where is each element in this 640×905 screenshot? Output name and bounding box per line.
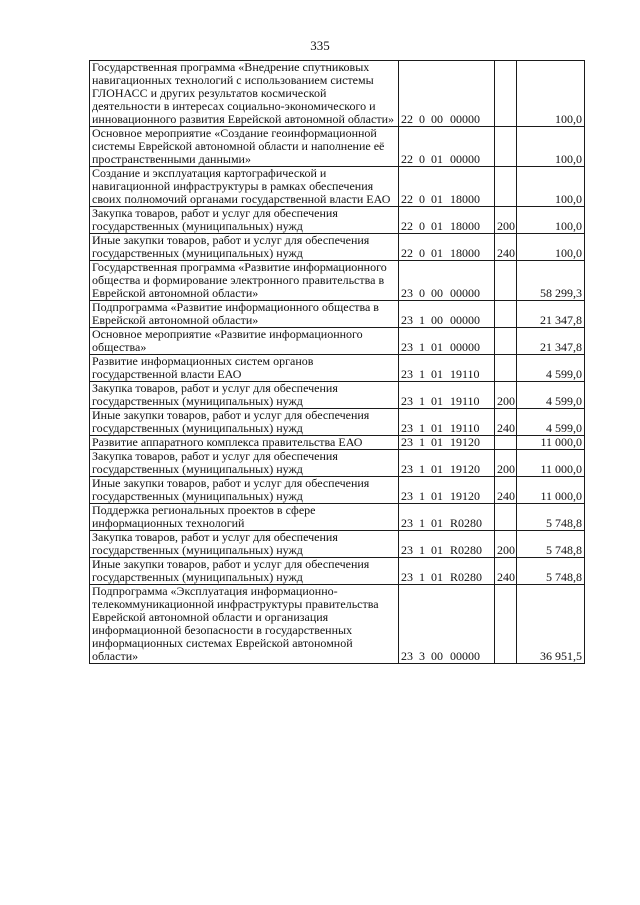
code-part: 01	[431, 152, 443, 166]
code-part: 00000	[450, 112, 480, 126]
code-part: 00	[431, 286, 443, 300]
row-name: Иные закупки товаров, работ и услуг для обеспечения государственных (муниципальных) нужд	[90, 477, 399, 504]
row-expense-type: 200	[495, 382, 517, 409]
row-name: Иные закупки товаров, работ и услуг для обеспечения государственных (муниципальных) нужд	[90, 558, 399, 585]
code-part: 23	[401, 367, 413, 381]
code-part: 00	[431, 313, 443, 327]
code-part: 0	[419, 152, 425, 166]
code-part: 00000	[450, 152, 480, 166]
code-part: 01	[431, 367, 443, 381]
row-amount: 5 748,8	[517, 558, 585, 585]
row-classification-code	[399, 355, 495, 382]
code-part: 19120	[450, 489, 480, 503]
code-part: 01	[431, 543, 443, 557]
code-part: 0	[419, 192, 425, 206]
row-amount: 11 000,0	[517, 477, 585, 504]
table-row	[90, 436, 585, 450]
row-amount: 11 000,0	[517, 450, 585, 477]
code-part: 22	[401, 219, 413, 233]
code-part: 22	[401, 112, 413, 126]
row-classification-code	[399, 127, 495, 167]
code-part: 18000	[450, 192, 480, 206]
table-row	[90, 261, 585, 301]
table-row	[90, 409, 585, 436]
table-row	[90, 355, 585, 382]
code-part: 00000	[450, 313, 480, 327]
table-row	[90, 328, 585, 355]
table-row	[90, 558, 585, 585]
row-classification-code	[399, 301, 495, 328]
code-part: 01	[431, 570, 443, 584]
code-part: 00	[431, 112, 443, 126]
code-part: 01	[431, 421, 443, 435]
code-part: 23	[401, 435, 413, 449]
code-part: 0	[419, 219, 425, 233]
row-name: Закупка товаров, работ и услуг для обеспечения государственных (муниципальных) нужд	[90, 382, 399, 409]
row-expense-type: 240	[495, 234, 517, 261]
row-name: Подпрограмма «Развитие информационного общества в Еврейской автономной области»	[90, 301, 399, 328]
code-part: 1	[419, 340, 425, 354]
code-part: 01	[431, 489, 443, 503]
code-part: 23	[401, 340, 413, 354]
code-part: 1	[419, 313, 425, 327]
row-name: Основное мероприятие «Развитие информационного общества»	[90, 328, 399, 355]
code-part: 23	[401, 313, 413, 327]
code-part: 1	[419, 421, 425, 435]
code-part: 1	[419, 394, 425, 408]
table-row	[90, 382, 585, 409]
row-classification-code	[399, 436, 495, 450]
code-part: 00	[431, 649, 443, 663]
code-part: 1	[419, 543, 425, 557]
code-part: 01	[431, 462, 443, 476]
code-part: 01	[431, 246, 443, 260]
table-row	[90, 167, 585, 207]
code-part: 00000	[450, 286, 480, 300]
row-expense-type: 240	[495, 558, 517, 585]
table-row	[90, 127, 585, 167]
code-part: 19110	[450, 367, 480, 381]
row-name: Создание и эксплуатация картографической и навигационной инфраструктуры в рамках обеспечения своих полномочий органами государственной власти ЕАО	[90, 167, 399, 207]
table-row	[90, 504, 585, 531]
row-name: Развитие аппаратного комплекса правительства ЕАО	[90, 436, 399, 450]
row-expense-type	[495, 61, 517, 127]
code-part: 01	[431, 219, 443, 233]
row-expense-type: 200	[495, 531, 517, 558]
row-name: Иные закупки товаров, работ и услуг для обеспечения государственных (муниципальных) нужд	[90, 234, 399, 261]
budget-table-body	[90, 61, 585, 664]
row-amount: 100,0	[517, 167, 585, 207]
code-part: 23	[401, 543, 413, 557]
code-part: 1	[419, 435, 425, 449]
code-part: R0280	[450, 516, 483, 530]
row-classification-code	[399, 207, 495, 234]
code-part: 23	[401, 570, 413, 584]
code-part: 0	[419, 112, 425, 126]
code-part: R0280	[450, 570, 483, 584]
table-row	[90, 207, 585, 234]
row-amount: 58 299,3	[517, 261, 585, 301]
row-amount: 100,0	[517, 207, 585, 234]
table-row	[90, 301, 585, 328]
code-part: 22	[401, 192, 413, 206]
code-part: 01	[431, 340, 443, 354]
code-part: 1	[419, 489, 425, 503]
code-part: 23	[401, 489, 413, 503]
row-classification-code	[399, 409, 495, 436]
row-amount: 4 599,0	[517, 409, 585, 436]
row-expense-type	[495, 328, 517, 355]
budget-table	[89, 60, 585, 664]
code-part: 19110	[450, 394, 480, 408]
code-part: 23	[401, 286, 413, 300]
table-row	[90, 477, 585, 504]
table-row	[90, 450, 585, 477]
code-part: 01	[431, 192, 443, 206]
row-expense-type	[495, 127, 517, 167]
row-classification-code	[399, 585, 495, 664]
code-part: 3	[419, 649, 425, 663]
code-part: 01	[431, 435, 443, 449]
row-expense-type	[495, 301, 517, 328]
row-name: Закупка товаров, работ и услуг для обеспечения государственных (муниципальных) нужд	[90, 207, 399, 234]
row-name: Закупка товаров, работ и услуг для обеспечения государственных (муниципальных) нужд	[90, 531, 399, 558]
row-amount: 4 599,0	[517, 382, 585, 409]
row-name: Поддержка региональных проектов в сфере информационных технологий	[90, 504, 399, 531]
row-name: Государственная программа «Развитие информационного общества и формирование электронного правительства в Еврейской автономной области»	[90, 261, 399, 301]
row-classification-code	[399, 61, 495, 127]
row-classification-code	[399, 167, 495, 207]
row-expense-type: 200	[495, 207, 517, 234]
code-part: 23	[401, 421, 413, 435]
code-part: 19120	[450, 435, 480, 449]
table-row	[90, 234, 585, 261]
row-amount: 5 748,8	[517, 531, 585, 558]
code-part: 19110	[450, 421, 480, 435]
row-amount: 4 599,0	[517, 355, 585, 382]
row-expense-type: 240	[495, 409, 517, 436]
row-classification-code	[399, 558, 495, 585]
row-classification-code	[399, 328, 495, 355]
code-part: 22	[401, 246, 413, 260]
row-expense-type: 200	[495, 450, 517, 477]
code-part: 23	[401, 649, 413, 663]
code-part: 1	[419, 570, 425, 584]
page-number: 335	[310, 38, 330, 53]
row-name: Подпрограмма «Эксплуатация информационно-телекоммуникационной инфраструктуры правительства Еврейской автономной области и организация информационной безопасности в государственных информационных системах Еврейской автономной области»	[90, 585, 399, 664]
code-part: 19120	[450, 462, 480, 476]
table-row	[90, 61, 585, 127]
row-classification-code	[399, 531, 495, 558]
row-amount: 11 000,0	[517, 436, 585, 450]
row-amount: 21 347,8	[517, 301, 585, 328]
code-part: 18000	[450, 219, 480, 233]
code-part: 1	[419, 516, 425, 530]
code-part: 0	[419, 246, 425, 260]
row-name: Закупка товаров, работ и услуг для обеспечения государственных (муниципальных) нужд	[90, 450, 399, 477]
row-name: Основное мероприятие «Создание геоинформационной системы Еврейской автономной области и наполнение её пространственными данными»	[90, 127, 399, 167]
row-expense-type	[495, 436, 517, 450]
table-row	[90, 531, 585, 558]
code-part: 23	[401, 394, 413, 408]
code-part: 22	[401, 152, 413, 166]
table-row	[90, 585, 585, 664]
row-expense-type	[495, 504, 517, 531]
row-amount: 36 951,5	[517, 585, 585, 664]
row-expense-type	[495, 585, 517, 664]
row-classification-code	[399, 261, 495, 301]
code-part: 0	[419, 286, 425, 300]
row-amount: 100,0	[517, 61, 585, 127]
code-part: 18000	[450, 246, 480, 260]
row-amount: 5 748,8	[517, 504, 585, 531]
row-amount: 100,0	[517, 127, 585, 167]
code-part: 23	[401, 516, 413, 530]
row-classification-code	[399, 234, 495, 261]
row-classification-code	[399, 477, 495, 504]
code-part: 01	[431, 394, 443, 408]
code-part: 00000	[450, 649, 480, 663]
code-part: 00000	[450, 340, 480, 354]
row-expense-type	[495, 167, 517, 207]
row-classification-code	[399, 450, 495, 477]
row-name: Иные закупки товаров, работ и услуг для обеспечения государственных (муниципальных) нужд	[90, 409, 399, 436]
row-amount: 100,0	[517, 234, 585, 261]
row-classification-code	[399, 382, 495, 409]
row-expense-type	[495, 261, 517, 301]
row-amount: 21 347,8	[517, 328, 585, 355]
row-name: Государственная программа «Внедрение спутниковых навигационных технологий с использованием системы ГЛОНАСС и других результатов космической деятельности в интересах социально-экономического и инновационного развития Еврейской автономной области»	[90, 61, 399, 127]
code-part: 23	[401, 462, 413, 476]
code-part: 1	[419, 462, 425, 476]
row-expense-type: 240	[495, 477, 517, 504]
code-part: 01	[431, 516, 443, 530]
code-part: R0280	[450, 543, 483, 557]
row-name: Развитие информационных систем органов государственной власти ЕАО	[90, 355, 399, 382]
row-classification-code	[399, 504, 495, 531]
row-expense-type	[495, 355, 517, 382]
code-part: 1	[419, 367, 425, 381]
